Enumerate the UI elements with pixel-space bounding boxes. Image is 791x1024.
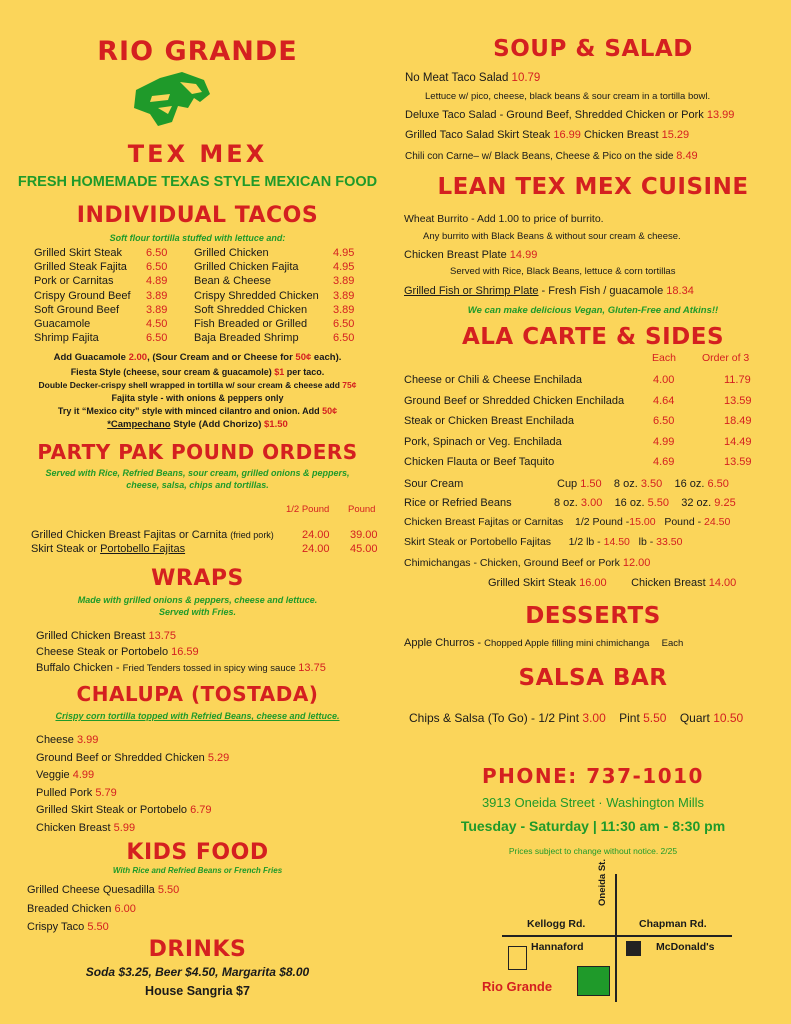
taco-item-name: Soft Ground Beef (34, 303, 119, 316)
taco-item (194, 318, 358, 332)
map-mcdonalds-marker (626, 941, 641, 956)
taco-item-name: Grilled Steak Fajita (34, 261, 127, 274)
taco-item (194, 304, 358, 318)
alacarte-col-order: Order of 3 (702, 352, 750, 364)
taco-item-name: Bean & Cheese (194, 275, 272, 288)
lean-row-fish: Grilled Fish or Shrimp Plate - Fresh Fish / guacamole 18.34 (404, 285, 694, 297)
map-chapman-label: Chapman Rd. (639, 918, 707, 930)
taco-item-name: Grilled Chicken Fajita (194, 261, 299, 274)
taco-item-price: 4.89 (146, 275, 168, 288)
alacarte-row-each: 4.00 (653, 374, 675, 386)
taco-item-name: Baja Breaded Shrimp (194, 332, 299, 345)
alacarte-title: ALA CARTE & SIDES (461, 324, 725, 350)
alacarte-row (404, 436, 774, 457)
alacarte-row (404, 415, 774, 436)
salsa-title: SALSA BAR (518, 665, 668, 691)
taco-item (194, 290, 358, 304)
wrap-item: Cheese Steak or Portobelo 16.59 (36, 646, 199, 658)
chalupa-item-price: 5.29 (207, 751, 230, 764)
kids-item (27, 884, 357, 903)
taco-item (34, 304, 184, 318)
chalupa-list (36, 734, 366, 840)
alacarte-row-name: Cheese or Chili & Cheese Enchilada (404, 374, 582, 386)
salsa-row: Chips & Salsa (To Go) - 1/2 Pint 3.00 Pint 5.50 Quart 10.50 (409, 711, 744, 725)
taco-item (194, 332, 358, 346)
chalupa-item-name: Cheese (36, 734, 77, 746)
alacarte-row-name: Ground Beef or Shredded Chicken Enchilada (404, 394, 625, 407)
party-title: PARTY PAK POUND ORDERS (37, 440, 358, 464)
side-skirt-fajitas: Skirt Steak or Portobello Fajitas 1/2 lb - 14.50 lb - 33.50 (404, 536, 683, 548)
side-sour-cream-sizes: Cup 1.50 8 oz. 3.50 16 oz. 6.50 (557, 478, 729, 490)
kids-item (27, 903, 357, 922)
kids-item-name: Crispy Taco (27, 921, 88, 933)
alacarte-row-name: Pork, Spinach or Veg. Enchilada (404, 435, 562, 448)
taco-item (194, 247, 358, 261)
party-row-chicken: Grilled Chicken Breast Fajitas or Carnita (fried pork) (31, 529, 274, 541)
taco-item-name: Shrimp Fajita (34, 332, 99, 345)
taco-item-name: Crispy Ground Beef (34, 289, 131, 302)
side-rice-beans: Rice or Refried Beans (404, 497, 512, 509)
brand-name: RIO GRANDE (97, 36, 298, 67)
map-hannaford-marker (508, 946, 527, 970)
kids-item-price: 5.50 (157, 884, 180, 896)
taco-item-price: 6.50 (146, 332, 168, 345)
chalupa-title: CHALUPA (TOSTADA) (76, 682, 319, 706)
soup-title: SOUP & SALAD (493, 36, 693, 62)
taco-extra-fiesta: Fiesta Style (cheese, sour cream & guacamole) $1 per taco. (70, 367, 325, 377)
taco-item-price: 4.95 (333, 247, 355, 259)
dessert-churros: Apple Churros - Chopped Apple filling mini chimichanga Each (404, 637, 684, 649)
phone: PHONE: 737-1010 (482, 764, 704, 788)
side-chicken-fajitas: Chicken Breast Fajitas or Carnitas 1/2 Pound -15.00 Pound - 24.50 (404, 516, 731, 528)
kids-list (27, 884, 357, 940)
drinks-line-2: House Sangria $7 (145, 984, 250, 998)
taco-item-price: 6.50 (146, 261, 168, 274)
side-sour-cream: Sour Cream (404, 478, 464, 490)
alacarte-row-order: 18.49 (724, 415, 752, 427)
chalupa-item-name: Veggie (36, 769, 73, 782)
soup-row-no-meat: No Meat Taco Salad 10.79 (405, 72, 541, 84)
taco-item-name: Grilled Chicken (194, 247, 269, 259)
kids-item-price: 6.00 (114, 902, 136, 915)
tacos-list-left (34, 247, 184, 346)
soup-row-no-meat-note: Lettuce w/ pico, cheese, black beans & sour cream in a tortilla bowl. (425, 91, 711, 102)
party-row-steak: Skirt Steak or Portobello Fajitas (31, 543, 186, 555)
wrap-item: Buffalo Chicken - Fried Tenders tossed in spicy wing sauce 13.75 (36, 662, 326, 674)
hours: Tuesday - Saturday | 11:30 am - 8:30 pm (460, 818, 726, 834)
chalupa-item-name: Grilled Skirt Steak or Portobelo (36, 804, 191, 817)
chalupa-item-name: Pulled Pork (36, 786, 96, 799)
chalupa-item-price: 4.99 (72, 769, 95, 782)
taco-extra-fajita-style: Fajita style - with onions & peppers only (111, 393, 284, 403)
chalupa-item-price: 5.79 (95, 786, 117, 799)
taco-item-price: 4.50 (146, 317, 168, 330)
tacos-note: Soft flour tortilla stuffed with lettuce and: (109, 233, 286, 243)
chalupa-item-price: 3.99 (76, 734, 99, 746)
taco-item (34, 290, 184, 304)
map-rio-grande-label: Rio Grande (482, 979, 553, 994)
chalupa-item-price: 6.79 (190, 804, 212, 817)
taco-item-price: 3.89 (333, 303, 355, 316)
alacarte-row-each: 4.99 (653, 435, 675, 448)
side-chimichangas-premium: Grilled Skirt Steak 16.00 Chicken Breast 14.00 (488, 577, 737, 589)
taco-item (34, 332, 184, 346)
brand-sub: TEX MEX (127, 140, 268, 168)
chalupa-item (36, 804, 366, 822)
tacos-title: INDIVIDUAL TACOS (76, 203, 319, 228)
chalupa-note: Crispy corn tortilla topped with Refried Beans, cheese and lettuce. (55, 711, 340, 721)
taco-item-price: 3.89 (146, 303, 168, 316)
taco-item (34, 318, 184, 332)
alacarte-row (404, 456, 774, 477)
alacarte-row (404, 395, 774, 416)
chalupa-item (36, 822, 366, 840)
taco-extra-double-decker: Double Decker-crispy shell wrapped in tortilla w/ sour cream & cheese add 75¢ (38, 380, 357, 390)
side-chimichangas: Chimichangas - Chicken, Ground Beef or Pork 12.00 (404, 557, 651, 569)
map-road-vertical (615, 874, 617, 1002)
alacarte-rows (404, 374, 774, 477)
taco-item-price: 3.89 (333, 289, 355, 302)
chalupa-item (36, 734, 366, 752)
lean-row-burrito-note: Any burrito with Black Beans & without sour cream & cheese. (423, 231, 681, 242)
chalupa-item-price: 5.99 (113, 821, 136, 834)
alacarte-row-each: 4.69 (653, 456, 675, 468)
soup-row-chili: Chili con Carne– w/ Black Beans, Cheese & Pico on the side 8.49 (405, 150, 698, 162)
taco-item-price: 6.50 (146, 247, 168, 259)
alacarte-row-order: 11.79 (724, 374, 751, 386)
wraps-title: WRAPS (151, 566, 244, 591)
alacarte-row-each: 4.64 (653, 394, 675, 407)
party-note-1: Served with Rice, Refried Beans, sour cream, grilled onions & peppers, (45, 468, 350, 478)
map-road-horizontal (502, 935, 732, 937)
chalupa-item (36, 752, 366, 770)
alacarte-row-order: 13.59 (724, 456, 752, 468)
kids-title: KIDS FOOD (126, 840, 269, 865)
map-kellogg-label: Kellogg Rd. (527, 918, 586, 930)
kids-item-price: 5.50 (87, 921, 109, 933)
taco-item-price: 3.89 (333, 275, 355, 288)
tacos-list-right (194, 247, 358, 346)
taco-item-name: Guacamole (34, 317, 91, 330)
side-rice-beans-sizes: 8 oz. 3.00 16 oz. 5.50 32 oz. 9.25 (554, 497, 736, 509)
taco-item-name: Pork or Carnitas (34, 275, 114, 288)
alacarte-row-order: 13.59 (724, 394, 752, 407)
map-rio-grande-marker (577, 966, 610, 996)
taco-item (194, 275, 358, 289)
lean-note: We can make delicious Vegan, Gluten-Free and Atkins!! (467, 305, 719, 316)
lean-row-burrito: Wheat Burrito - Add 1.00 to price of burrito. (404, 213, 604, 225)
taco-extra-mexico-city: Try it “Mexico city” style with minced cilantro and onion. Add 50¢ (57, 406, 338, 416)
party-row-chicken-half: 24.00 (302, 529, 330, 541)
address: 3913 Oneida Street · Washington Mills (481, 795, 705, 810)
wrap-item: Grilled Chicken Breast 13.75 (36, 630, 177, 642)
taco-item-price: 4.95 (333, 261, 355, 274)
alacarte-col-each: Each (652, 352, 676, 364)
party-note-2: cheese, salsa, chips and tortillas. (126, 480, 269, 490)
party-col-full: Pound (348, 504, 376, 515)
kids-note: With Rice and Refried Beans or French Fries (112, 866, 283, 875)
lean-title: LEAN TEX MEX CUISINE (437, 174, 749, 200)
taco-item (34, 261, 184, 275)
chalupa-item (36, 769, 366, 787)
eagle-logo-icon (130, 68, 212, 130)
desserts-title: DESSERTS (525, 603, 661, 629)
drinks-title: DRINKS (148, 937, 247, 962)
taco-item-price: 6.50 (333, 317, 355, 330)
taco-item (34, 275, 184, 289)
wraps-note-2: Served with Fries. (158, 607, 237, 617)
party-row-steak-full: 45.00 (350, 543, 378, 555)
wraps-note-1: Made with grilled onions & peppers, cheese and lettuce. (77, 595, 318, 605)
party-row-chicken-full: 39.00 (350, 529, 378, 541)
taco-extra-guac: Add Guacamole 2.00, (Sour Cream and or Cheese for 50¢ each). (53, 352, 342, 363)
map-hannaford-label: Hannaford (531, 941, 584, 953)
taco-item-price: 6.50 (333, 332, 355, 345)
map-oneida-label: Oneida St. (597, 859, 608, 906)
chalupa-item (36, 787, 366, 805)
map-mcdonalds-label: McDonald's (656, 941, 715, 953)
soup-row-grilled: Grilled Taco Salad Skirt Steak 16.99 Chicken Breast 15.29 (405, 129, 690, 141)
alacarte-row-name: Steak or Chicken Breast Enchilada (404, 415, 574, 427)
taco-item-price: 3.89 (146, 289, 168, 302)
taco-item-name: Fish Breaded or Grilled (194, 317, 308, 330)
tagline: FRESH HOMEMADE TEXAS STYLE MEXICAN FOOD (17, 174, 378, 190)
taco-item-name: Crispy Shredded Chicken (194, 289, 319, 302)
chalupa-item-name: Chicken Breast (36, 821, 114, 834)
kids-item-name: Breaded Chicken (27, 902, 115, 915)
taco-item (194, 261, 358, 275)
drinks-line-1: Soda $3.25, Beer $4.50, Margarita $8.00 (85, 965, 310, 979)
party-row-steak-half: 24.00 (302, 543, 330, 555)
taco-item-name: Grilled Skirt Steak (34, 247, 123, 259)
taco-item-name: Soft Shredded Chicken (194, 303, 308, 316)
alacarte-row (404, 374, 774, 395)
chalupa-item-name: Ground Beef or Shredded Chicken (36, 751, 208, 764)
taco-extra-campechano: *Campechano Style (Add Chorizo) $1.50 (107, 419, 288, 430)
alacarte-row-order: 14.49 (724, 435, 752, 448)
kids-item-name: Grilled Cheese Quesadilla (27, 884, 158, 896)
alacarte-row-name: Chicken Flauta or Beef Taquito (404, 456, 555, 468)
disclaimer: Prices subject to change without notice. 2/25 (508, 846, 678, 856)
lean-row-chicken: Chicken Breast Plate 14.99 (404, 249, 538, 261)
soup-row-deluxe: Deluxe Taco Salad - Ground Beef, Shredded Chicken or Pork 13.99 (405, 109, 735, 121)
lean-row-chicken-note: Served with Rice, Black Beans, lettuce & corn tortillas (450, 266, 676, 277)
taco-item (34, 247, 184, 261)
alacarte-row-each: 6.50 (653, 415, 675, 427)
party-col-half: 1/2 Pound (286, 504, 330, 515)
